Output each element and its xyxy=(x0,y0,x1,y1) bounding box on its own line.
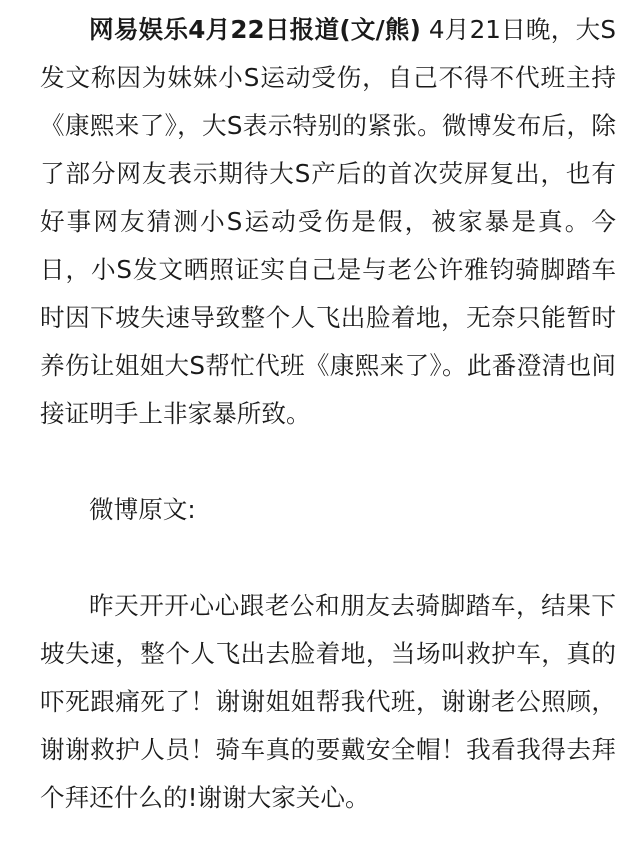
lead-body: 4月21日晚，大S发文称因为妹妹小S运动受伤，自己不得不代班主持《康熙来了》，大S表示特别的紧张。微博发布后，除了部分网友表示期待大S产后的首次荧屏复出，也有好事网友猜测小S运动受伤是假，被家暴是真。今日，小S发文晒照证实自己是与老公许雅钧骑脚踏车时因下坡失速导致整个人飞出脸着地，无奈只能暂时养伤让姐姐大S帮忙代班《康熙来了》。此番澄清也间接证明手上非家暴所致。 xyxy=(40,15,616,428)
weibo-label: 微博原文: xyxy=(89,495,196,524)
article xyxy=(40,0,616,822)
weibo-quote: 昨天开开心心跟老公和朋友去骑脚踏车，结果下坡失速，整个人飞出去脸着地，当场叫救护车，真的吓死跟痛死了！谢谢姐姐帮我代班，谢谢老公照顾，谢谢救护人员！骑车真的要戴安全帽！我看我得去拜个拜还什么的!谢谢大家关心。 xyxy=(40,591,616,812)
lead-paragraph xyxy=(40,6,616,438)
byline: 网易娱乐4月22日报道(文/熊) xyxy=(89,15,421,44)
